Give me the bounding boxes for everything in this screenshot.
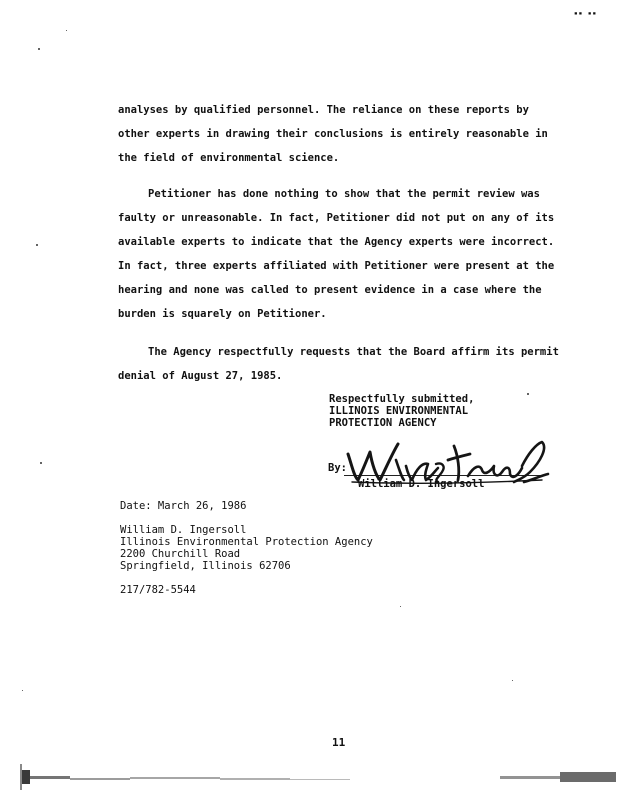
scan-speck — [36, 244, 38, 246]
para2-line-5: hearing and none was called to present evidence in a case where the — [118, 284, 542, 296]
scan-speck — [527, 393, 529, 395]
para2-line-3: available experts to indicate that the Agency experts were incorrect. — [118, 236, 555, 248]
scan-speck — [66, 30, 67, 31]
para2-line-4: In fact, three experts affiliated with Petitioner were present at the — [118, 260, 555, 272]
scan-speck — [40, 462, 42, 464]
by-label: By: — [328, 462, 347, 474]
address-name: William D. Ingersoll — [120, 524, 247, 536]
para1-line-2: other experts in drawing their conclusions is entirely reasonable in — [118, 128, 548, 140]
phone-number: 217/782-5544 — [120, 584, 196, 596]
corner-mark: ▪▪ ▪▪ — [574, 10, 598, 17]
scan-speck — [38, 48, 40, 50]
closing-line-2: ILLINOIS ENVIRONMENTAL — [329, 405, 469, 417]
para1-line-3: the field of environmental science. — [118, 152, 340, 164]
address-city: Springfield, Illinois 62706 — [120, 560, 291, 572]
para2-line-6: burden is squarely on Petitioner. — [118, 308, 327, 320]
closing-line-1: Respectfully submitted, — [329, 393, 475, 405]
para1-line-1: analyses by qualified personnel. The reliance on these reports by — [118, 104, 529, 116]
closing-line-3: PROTECTION AGENCY — [329, 417, 437, 429]
para3-line-2: denial of August 27, 1985. — [118, 370, 283, 382]
signer-name: William D. Ingersoll — [358, 478, 485, 490]
page-number: 11 — [332, 736, 346, 749]
scan-noise-bottom — [20, 764, 620, 790]
para2-line-1: Petitioner has done nothing to show that the permit review was — [148, 188, 540, 200]
address-org: Illinois Environmental Protection Agency — [120, 536, 373, 548]
date-line: Date: March 26, 1986 — [120, 500, 247, 512]
scan-speck — [512, 680, 513, 681]
scan-speck — [400, 606, 401, 607]
para3-line-1: The Agency respectfully requests that the Board affirm its permit — [148, 346, 559, 358]
address-street: 2200 Churchill Road — [120, 548, 241, 560]
para2-line-2: faulty or unreasonable. In fact, Petitioner did not put on any of its — [118, 212, 555, 224]
scan-speck — [22, 690, 23, 691]
